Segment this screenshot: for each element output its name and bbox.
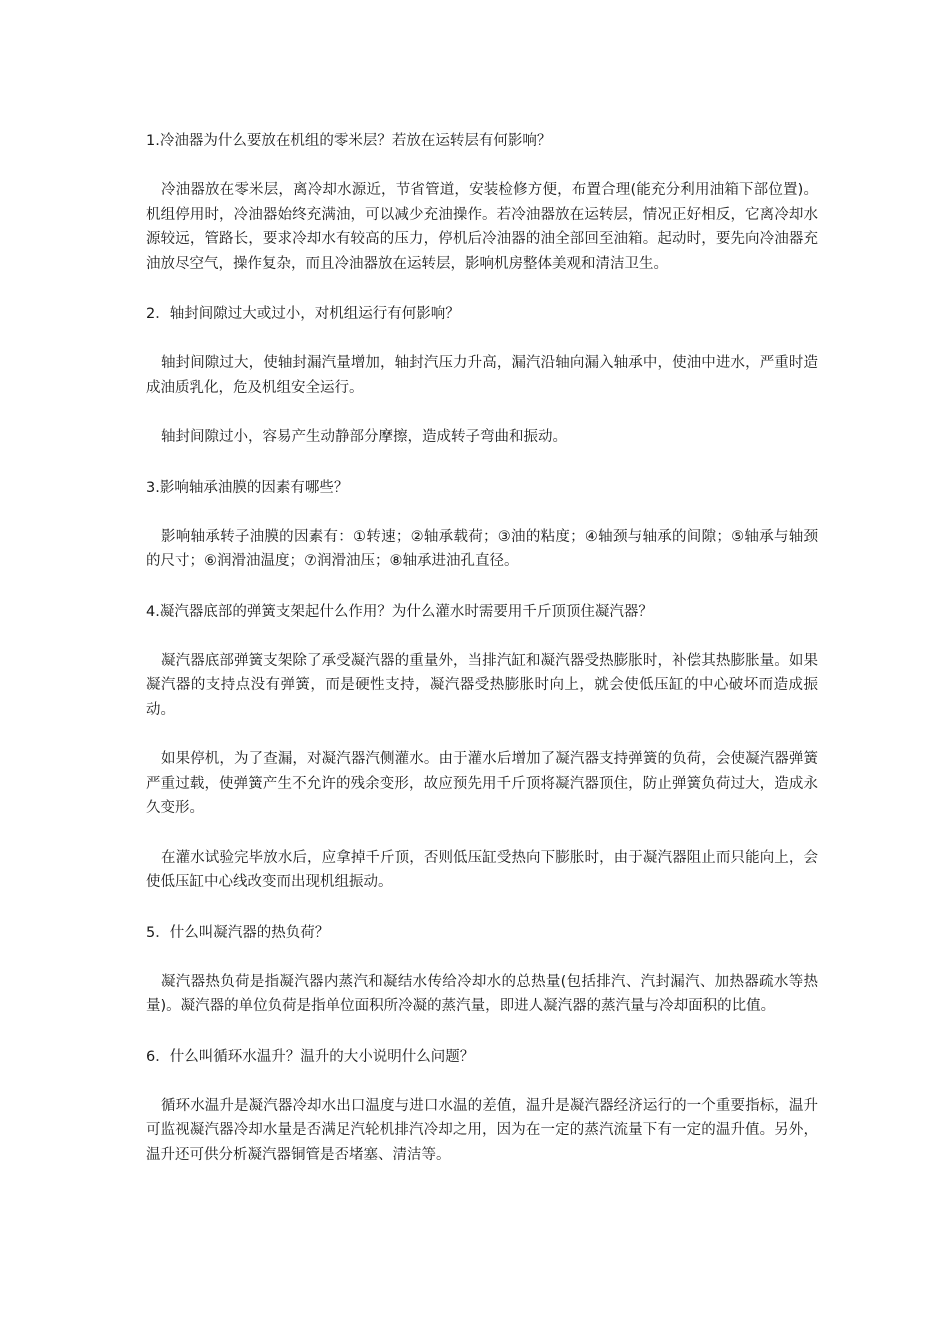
question-heading: 2．轴封间隙过大或过小，对机组运行有何影响？	[146, 306, 460, 322]
answer-paragraph: 冷油器放在零米层，离冷却水源近，节省管道，安装检修方便，布置合理(能充分利用油箱下部位置)。机组停用时，冷油器始终充满油，可以减少充油操作。若冷油器放在运转层，情况正好相反，它离冷却水源较远，管路长，要求冷却水有较高的压力，停机后冷油器的油全部回至油箱。起动时，要先向冷油器充油放尽空气，操作复杂，而且冷油器放在运转层，影响机房整体美观和清洁卫生。	[146, 182, 818, 272]
question-heading: 3.影响轴承油膜的因素有哪些？	[146, 479, 349, 496]
question-heading: 6．什么叫循环水温升？温升的大小说明什么问题？	[146, 1048, 475, 1065]
question-heading: 5．什么叫凝汽器的热负荷？	[146, 924, 330, 941]
document-body	[146, 128, 818, 1192]
answer-paragraph: 凝汽器底部弹簧支架除了承受凝汽器的重量外，当排汽缸和凝汽器受热膨胀时，补偿其热膨胀量。如果凝汽器的支持点没有弹簧，而是硬性支持，凝汽器受热膨胀时向上，就会使低压缸的中心破坏而造成振动。	[146, 652, 818, 718]
answer-paragraph: 轴封间隙过小，容易产生动静部分摩擦，造成转子弯曲和振动。	[161, 429, 567, 445]
answer-paragraph: 循环水温升是凝汽器冷却水出口温度与进口水温的差值，温升是凝汽器经济运行的一个重要指标，温升可监视凝汽器冷却水量是否满足汽轮机排汽冷却之用，因为在一定的蒸汽流量下有一定的温升值。另外，温升还可供分析凝汽器铜管是否堵塞、清洁等。	[146, 1097, 818, 1163]
question-heading: 4.凝汽器底部的弹簧支架起什么作用？为什么灌水时需要用千斤顶顶住凝汽器？	[146, 603, 653, 620]
answer-paragraph: 如果停机，为了查漏，对凝汽器汽侧灌水。由于灌水后增加了凝汽器支持弹簧的负荷，会使凝汽器弹簧严重过载，使弹簧产生不允许的残余变形，故应预先用千斤顶将凝汽器顶住，防止弹簧负荷过大，造成永久变形。	[146, 751, 818, 816]
answer-paragraph: 在灌水试验完毕放水后，应拿掉千斤顶，否则低压缸受热向下膨胀时，由于凝汽器阻止而只能向上，会使低压缸中心线改变而出现机组振动。	[146, 849, 818, 890]
answer-paragraph: 影响轴承转子油膜的因素有：①转速；②轴承载荷；③油的粘度；④轴颈与轴承的间隙；⑤轴承与轴颈的尺寸；⑥润滑油温度；⑦润滑油压；⑧轴承进油孔直径。	[146, 528, 818, 569]
answer-paragraph: 轴封间隙过大，使轴封漏汽量增加，轴封汽压力升高，漏汽沿轴向漏入轴承中，使油中进水，严重时造成油质乳化，危及机组安全运行。	[146, 355, 818, 396]
question-heading: 1.冷油器为什么要放在机组的零米层？若放在运转层有何影响？	[146, 133, 552, 149]
answer-paragraph: 凝汽器热负荷是指凝汽器内蒸汽和凝结水传给冷却水的总热量(包括排汽、汽封漏汽、加热器疏水等热量)。凝汽器的单位负荷是指单位面积所冷凝的蒸汽量，即进人凝汽器的蒸汽量与冷却面积的比值。	[146, 973, 818, 1014]
